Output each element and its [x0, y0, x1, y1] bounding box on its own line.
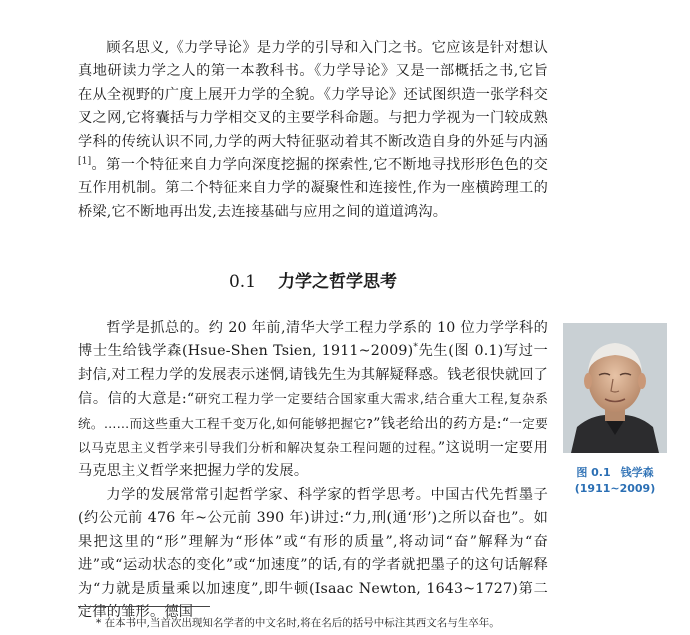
- paragraph-intro-text-a: 顾名思义,《力学导论》是力学的引导和入门之书。它应该是针对想认真地研读力学之人的第一本教科书。《力学导论》又是一部概括之书,它旨在从全视野的广度上展开力学的全貌。《力学导论》还试图织造一张学科交叉之网,它将囊括与力学相交叉的主要学科命题。与把力学视为一门较成熟学科的传统认识不同,力学的两大特征驱动着其不断改造自身的外延与内涵: [78, 40, 548, 150]
- paragraph-mozi: 力学的发展常常引起哲学家、科学家的哲学思考。中国古代先哲墨子(约公元前 476 年~公元前 390 年)讲过:“力,刑(通‘形’)之所以奋也”。如果把这里的“形”理解为“形体”或“有形的质量”,将动词“奋”解释为“奋进”或“运动状态的变化”或“加速度”的话,有的学者就把墨子的这句话解释为“力就是质量乘以加速度”,即牛顿(Isaac Newton, 1643~1727)第二定律的雏形。德国: [78, 487, 548, 621]
- paragraph-philosophy-text-d: ”这说明一定要用马克思主义哲学来把握力学的发展。: [78, 440, 548, 480]
- paragraph-philosophy: [78, 317, 548, 484]
- quote-letter-part1: 研究工程力学一定要结合国家重大需求,结合重大工程,复杂系统。……而这些重大工程千变万化,如何能够把握它?: [78, 391, 548, 431]
- paragraph-philosophy-text-a: 哲学是抓总的。约 20 年前,清华大学工程力学系的 10 位力学学科的博士生给钱学森(Hsue-Shen Tsien, 1911~2009): [78, 320, 548, 360]
- section-heading: [78, 270, 548, 294]
- figure-years: (1911~2009): [574, 482, 656, 495]
- section-title: 力学之哲学思考: [278, 272, 398, 292]
- section-number: 0.1: [228, 272, 257, 292]
- footnote-marker[interactable]: *: [413, 342, 419, 353]
- figure-number: 图 0.1: [576, 466, 611, 479]
- citation-superscript[interactable]: [1]: [78, 156, 92, 167]
- figure-name: 钱学森: [620, 466, 654, 479]
- paragraph-philosophy-text-c: ”钱老给出的药方是:“: [373, 415, 510, 432]
- paragraph-philosophy-text-b: 先生(图 0.1)写过一封信,对工程力学的发展表示迷惘,请钱先生为其解疑释惑。钱老很快就回了信。信的大意是:“: [78, 343, 549, 408]
- portrait-illustration-icon: [563, 323, 667, 453]
- paragraph-intro-text-b: 。第一个特征来自力学向深度挖掘的探索性,它不断地寻找形形色色的交互作用机制。第二个特征来自力学的凝聚性和连接性,作为一座横跨理工的桥梁,它不断地再出发,去连接基础与应用之间的道道鸿沟。: [78, 157, 548, 220]
- quote-letter-part2: 一定要以马克思主义哲学来引导我们分析和解决复杂工程问题的过程。: [78, 415, 548, 456]
- portrait-photo: [563, 323, 667, 453]
- paragraph-intro: [78, 37, 548, 224]
- figure-caption: [555, 465, 675, 497]
- footnote: * 在本书中,当首次出现知名学者的中文名时,将在名后的括号中标注其西文名与生卒年。: [96, 617, 500, 629]
- footnote-divider: [78, 606, 210, 607]
